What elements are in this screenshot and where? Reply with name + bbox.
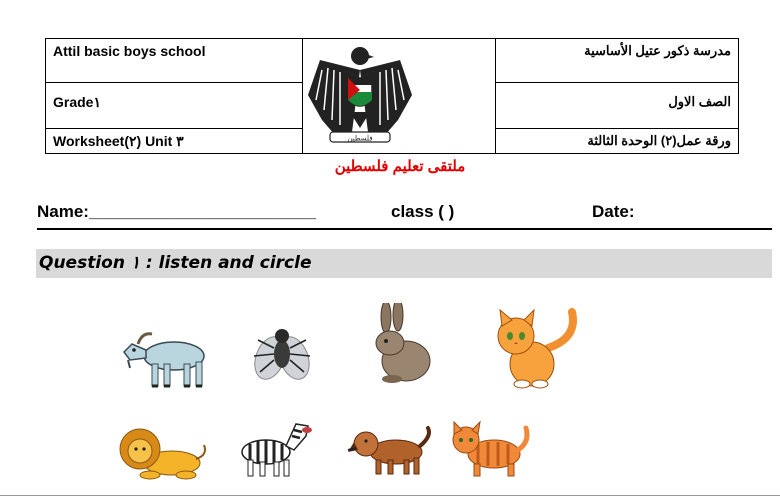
divider-line [37,228,772,230]
worksheet-ar: ورقة عمل(٢) الوحدة الثالثة [587,133,731,148]
cat-image-icon[interactable] [488,308,580,390]
page-bottom-divider [0,495,780,496]
rabbit-image-icon[interactable] [366,303,436,387]
date-field[interactable]: Date: [592,202,635,221]
name-field[interactable]: Name:________________________ [37,202,316,221]
lion-image-icon[interactable] [116,425,208,481]
school-name-ar: مدرسة ذكور عتيل الأساسية [584,43,731,58]
grade-en: Grade١ [53,94,101,110]
tabby-cat-image-icon[interactable] [446,420,530,480]
worksheet-ar-cell [496,129,738,155]
palestine-eagle-emblem-icon [300,40,420,150]
zebra-image-icon[interactable] [232,414,316,480]
grade-ar-cell [496,83,738,129]
student-info-row [37,200,772,228]
dog-image-icon[interactable] [344,424,436,480]
question-label: Question ١ : listen and circle [39,253,312,273]
forum-watermark-text: ملتقى تعليم فلسطين [334,158,466,175]
school-name-en: Attil basic boys school [53,43,206,59]
class-field[interactable]: class ( ) [391,202,455,221]
grade-ar: الصف الاول [668,94,731,109]
goat-image-icon[interactable] [118,326,214,392]
emblem-scroll-text: فلسطين [347,134,373,143]
school-name-ar-cell [496,39,738,83]
header-english-column [46,39,303,153]
fly-image-icon[interactable] [244,320,320,392]
question-bar [36,249,772,278]
worksheet-en-cell [46,129,302,155]
worksheet-en: Worksheet(٢) Unit ٣ [53,133,184,149]
grade-en-cell [46,83,302,129]
school-name-en-cell [46,39,302,83]
header-arabic-column [495,39,738,153]
